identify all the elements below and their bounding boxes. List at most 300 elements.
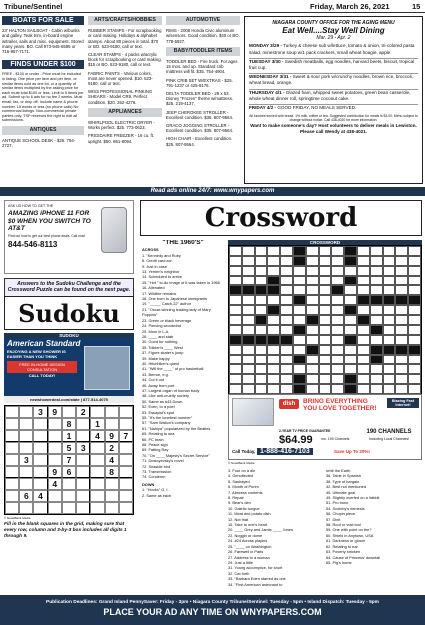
sudoku-cell[interactable] xyxy=(90,442,104,454)
clue-item: 56. Chopin piece xyxy=(326,511,356,517)
sudoku-cell[interactable] xyxy=(76,490,90,502)
sudoku-cell[interactable]: 9 xyxy=(105,430,119,442)
sudoku-cell[interactable] xyxy=(33,442,47,454)
sudoku-cell[interactable] xyxy=(90,502,104,514)
crossword-square[interactable] xyxy=(306,374,319,384)
clue-item: 17. Wildfire remains xyxy=(142,290,177,296)
crossword-square[interactable] xyxy=(319,364,332,374)
sudoku-cell[interactable] xyxy=(76,502,90,514)
sudoku-cell[interactable] xyxy=(90,490,104,502)
crossword-square[interactable] xyxy=(357,355,370,365)
crossword-square[interactable] xyxy=(229,364,242,374)
crossword-square[interactable] xyxy=(229,374,242,384)
crossword-square[interactable] xyxy=(408,364,421,374)
crossword-square[interactable] xyxy=(255,295,268,305)
sudoku-cell[interactable]: 6 xyxy=(19,490,33,502)
sudoku-cell[interactable]: 1 xyxy=(90,418,104,430)
crossword-square[interactable] xyxy=(306,384,319,394)
crossword-square[interactable] xyxy=(408,384,421,394)
sudoku-cell[interactable]: 7 xyxy=(62,454,76,466)
crossword-square[interactable] xyxy=(280,285,293,295)
sudoku-cell[interactable] xyxy=(19,418,33,430)
footer-bar xyxy=(0,595,425,625)
crossword-square[interactable] xyxy=(293,276,306,286)
crossword-square[interactable] xyxy=(319,295,332,305)
crossword-square[interactable] xyxy=(331,276,344,286)
sudoku-cell[interactable] xyxy=(119,406,133,418)
sudoku-cell[interactable] xyxy=(90,406,104,418)
crossword-square[interactable] xyxy=(280,364,293,374)
crossword-square[interactable] xyxy=(293,305,306,315)
crossword-square[interactable] xyxy=(383,355,396,365)
crossword-square[interactable] xyxy=(395,305,408,315)
crossword-square[interactable] xyxy=(242,384,255,394)
crossword-square[interactable] xyxy=(255,364,268,374)
crossword-square[interactable] xyxy=(357,335,370,345)
sudoku-cell[interactable]: 4 xyxy=(48,478,62,490)
sudoku-grid[interactable] xyxy=(4,405,134,515)
sudoku-cell[interactable]: 4 xyxy=(105,454,119,466)
crossword-square[interactable] xyxy=(280,355,293,365)
sudoku-cell[interactable]: 9 xyxy=(48,466,62,478)
clue-item: 26. ____ and stab xyxy=(142,333,174,339)
crossword-square[interactable] xyxy=(395,246,408,256)
antiques-header: ANTIQUES xyxy=(2,126,84,135)
crossword-square[interactable] xyxy=(242,305,255,315)
clue-item: 37. Figure skater's jump xyxy=(142,350,184,356)
crossword-square[interactable] xyxy=(370,374,383,384)
crossword-square[interactable] xyxy=(331,335,344,345)
sudoku-cell[interactable] xyxy=(76,430,90,442)
crossword-square[interactable] xyxy=(267,246,280,256)
crossword-square[interactable] xyxy=(242,276,255,286)
crossword-square[interactable] xyxy=(267,325,280,335)
crossword-square[interactable] xyxy=(267,374,280,384)
crossword-square[interactable] xyxy=(383,325,396,335)
crossword-square[interactable] xyxy=(242,364,255,374)
crossword-square[interactable] xyxy=(319,374,332,384)
sudoku-cell[interactable] xyxy=(105,502,119,514)
sudoku-cell[interactable] xyxy=(5,406,19,418)
crossword-square[interactable] xyxy=(319,285,332,295)
sudoku-cell[interactable] xyxy=(76,478,90,490)
crossword-square[interactable] xyxy=(267,355,280,365)
menu-dates: Mar. 29 - Apr. 2 xyxy=(316,35,351,42)
crossword-square[interactable] xyxy=(344,295,357,305)
crossword-square[interactable] xyxy=(319,256,332,266)
sudoku-cell[interactable]: 3 xyxy=(33,406,47,418)
crossword-square[interactable] xyxy=(408,374,421,384)
crossword-square[interactable] xyxy=(357,285,370,295)
crossword-square[interactable] xyxy=(408,256,421,266)
crossword-square[interactable] xyxy=(408,266,421,276)
crossword-square[interactable] xyxy=(242,355,255,365)
sudoku-cell[interactable]: 3 xyxy=(19,454,33,466)
crossword-square[interactable] xyxy=(319,345,332,355)
crossword-square[interactable] xyxy=(331,315,344,325)
crossword-square[interactable] xyxy=(280,374,293,384)
sudoku-cell[interactable] xyxy=(90,466,104,478)
crossword-square[interactable] xyxy=(255,355,268,365)
sudoku-cell[interactable] xyxy=(5,478,19,490)
crossword-square[interactable] xyxy=(255,384,268,394)
clue-item: 68. Peace sign xyxy=(142,442,168,448)
crossword-square[interactable] xyxy=(357,276,370,286)
crossword-square[interactable] xyxy=(267,295,280,305)
sudoku-cell[interactable]: 5 xyxy=(62,442,76,454)
crossword-square[interactable] xyxy=(280,256,293,266)
sudoku-cell[interactable]: 1 xyxy=(62,430,76,442)
crossword-square[interactable] xyxy=(331,364,344,374)
crossword-square[interactable] xyxy=(280,276,293,286)
crossword-square[interactable] xyxy=(395,276,408,286)
crossword-square[interactable] xyxy=(383,256,396,266)
crossword-square[interactable] xyxy=(280,295,293,305)
crossword-square[interactable] xyxy=(229,345,242,355)
sudoku-cell[interactable] xyxy=(62,490,76,502)
crossword-square[interactable] xyxy=(280,246,293,256)
crossword-square[interactable] xyxy=(255,325,268,335)
crossword-square[interactable] xyxy=(357,256,370,266)
american-standard-ad[interactable] xyxy=(4,338,134,396)
crossword-square[interactable] xyxy=(408,335,421,345)
clue-item: 9. Just in case xyxy=(142,263,167,269)
crossword-square[interactable] xyxy=(293,266,306,276)
crossword-square[interactable] xyxy=(293,285,306,295)
auto-header: AUTOMOTIVE xyxy=(166,16,240,25)
sudoku-cell[interactable] xyxy=(33,418,47,430)
crossword-square[interactable] xyxy=(306,266,319,276)
crossword-square[interactable] xyxy=(306,355,319,365)
crossword-square[interactable] xyxy=(319,355,332,365)
dish-save: Save Up To 20%! xyxy=(334,449,370,454)
sudoku-cell[interactable] xyxy=(48,442,62,454)
att-iphone-ad[interactable] xyxy=(4,200,134,274)
crossword-square[interactable] xyxy=(408,285,421,295)
crossword-square[interactable] xyxy=(255,256,268,266)
clue-item: 57. Dinit xyxy=(326,516,341,522)
sudoku-cell[interactable] xyxy=(19,502,33,514)
crossword-square[interactable] xyxy=(370,266,383,276)
sudoku-cell[interactable] xyxy=(19,430,33,442)
crossword-square[interactable] xyxy=(357,345,370,355)
crossword-square[interactable] xyxy=(357,364,370,374)
sudoku-cell[interactable] xyxy=(119,418,133,430)
crossword-square[interactable] xyxy=(395,266,408,276)
crossword-square[interactable] xyxy=(280,384,293,394)
crossword-square[interactable] xyxy=(383,364,396,374)
sudoku-cell[interactable] xyxy=(62,478,76,490)
sudoku-cell[interactable] xyxy=(105,418,119,430)
crossword-square[interactable] xyxy=(408,276,421,286)
crossword-square[interactable] xyxy=(357,325,370,335)
crossword-grid[interactable] xyxy=(228,245,422,395)
crossword-square[interactable] xyxy=(229,246,242,256)
sudoku-cell[interactable] xyxy=(19,466,33,478)
crossword-square[interactable] xyxy=(408,246,421,256)
crossword-square[interactable] xyxy=(395,325,408,335)
crossword-square[interactable] xyxy=(395,285,408,295)
crossword-square[interactable] xyxy=(370,315,383,325)
crossword-square[interactable] xyxy=(357,384,370,394)
sudoku-cell[interactable] xyxy=(48,430,62,442)
sudoku-cell[interactable] xyxy=(119,442,133,454)
dish-phone[interactable]: 1-888-416-7103 xyxy=(257,448,313,455)
crossword-square[interactable] xyxy=(370,335,383,345)
crossword-square[interactable] xyxy=(370,305,383,315)
as-brand: American Standard xyxy=(7,339,81,348)
sudoku-cell[interactable] xyxy=(5,430,19,442)
crossword-square[interactable] xyxy=(331,355,344,365)
dish-internet-badge: Blazing Fast Internet! xyxy=(387,398,419,408)
sudoku-cell[interactable] xyxy=(48,418,62,430)
crossword-square[interactable] xyxy=(370,364,383,374)
sudoku-cell[interactable] xyxy=(5,502,19,514)
crossword-square[interactable] xyxy=(319,305,332,315)
crossword-square[interactable] xyxy=(344,355,357,365)
place-ad-cta[interactable]: PLACE YOUR AD ANY TIME ON WNYPAPERS.COM xyxy=(103,607,322,617)
crossword-square[interactable] xyxy=(280,325,293,335)
crossword-square[interactable] xyxy=(255,305,268,315)
sudoku-cell[interactable] xyxy=(19,406,33,418)
crossword-square[interactable] xyxy=(383,335,396,345)
crossword-square[interactable] xyxy=(306,295,319,305)
crossword-square[interactable] xyxy=(267,256,280,266)
crossword-square[interactable] xyxy=(306,325,319,335)
crossword-square[interactable] xyxy=(255,345,268,355)
crossword-square[interactable] xyxy=(370,384,383,394)
sudoku-cell[interactable] xyxy=(33,502,47,514)
sudoku-cell[interactable]: 4 xyxy=(33,490,47,502)
sudoku-cell[interactable]: 2 xyxy=(105,442,119,454)
crossword-square[interactable] xyxy=(331,256,344,266)
sudoku-cell[interactable] xyxy=(62,406,76,418)
crossword-square[interactable] xyxy=(395,374,408,384)
crossword-square[interactable] xyxy=(370,276,383,286)
clue-item: 26. Farewell in Paris xyxy=(228,549,264,555)
crossword-square[interactable] xyxy=(383,315,396,325)
clue-item: 58. Roof or void tool xyxy=(326,522,361,528)
crossword-square[interactable] xyxy=(306,256,319,266)
crossword-square[interactable] xyxy=(280,305,293,315)
crossword-square[interactable] xyxy=(242,256,255,266)
crossword-square[interactable] xyxy=(370,285,383,295)
sudoku-cell[interactable] xyxy=(48,490,62,502)
crossword-square[interactable] xyxy=(344,325,357,335)
crossword-square[interactable] xyxy=(267,384,280,394)
crossword-square[interactable] xyxy=(395,364,408,374)
clue-item: 7. Abscess contents xyxy=(228,489,263,495)
crossword-square[interactable] xyxy=(319,246,332,256)
crossword-square[interactable] xyxy=(408,305,421,315)
sudoku-cell[interactable]: 4 xyxy=(90,430,104,442)
crossword-square[interactable] xyxy=(229,276,242,286)
crossword-square[interactable] xyxy=(255,374,268,384)
crossword-square[interactable] xyxy=(229,325,242,335)
crossword-square[interactable] xyxy=(267,345,280,355)
crossword-square[interactable] xyxy=(331,246,344,256)
crossword-square[interactable] xyxy=(344,285,357,295)
sudoku-cell[interactable]: 2 xyxy=(76,406,90,418)
crossword-square[interactable] xyxy=(383,374,396,384)
crossword-square[interactable] xyxy=(357,305,370,315)
sudoku-cell[interactable] xyxy=(5,490,19,502)
crossword-square[interactable] xyxy=(344,315,357,325)
crossword-square[interactable] xyxy=(242,374,255,384)
crossword-square[interactable] xyxy=(383,384,396,394)
crossword-square[interactable] xyxy=(331,266,344,276)
crossword-square[interactable] xyxy=(383,266,396,276)
crossword-block xyxy=(370,325,383,335)
clue-item: 65. Relating to sea xyxy=(142,431,175,437)
crossword-square[interactable] xyxy=(357,246,370,256)
crossword-square[interactable] xyxy=(408,355,421,365)
crossword-square[interactable] xyxy=(293,345,306,355)
sudoku-cell[interactable]: 6 xyxy=(62,466,76,478)
crossword-square[interactable] xyxy=(306,285,319,295)
crossword-square[interactable] xyxy=(255,266,268,276)
crossword-square[interactable] xyxy=(306,305,319,315)
crossword-square[interactable] xyxy=(242,295,255,305)
sudoku-cell[interactable] xyxy=(62,502,76,514)
crossword-square[interactable] xyxy=(370,246,383,256)
sudoku-cell[interactable]: 9 xyxy=(48,406,62,418)
sudoku-cell[interactable] xyxy=(76,454,90,466)
sudoku-cell[interactable] xyxy=(90,454,104,466)
sudoku-cell[interactable]: 8 xyxy=(62,418,76,430)
sudoku-cell[interactable] xyxy=(48,502,62,514)
dish-ad[interactable] xyxy=(228,394,422,460)
sudoku-cell[interactable] xyxy=(33,478,47,490)
crossword-square[interactable] xyxy=(395,335,408,345)
sudoku-cell[interactable] xyxy=(5,454,19,466)
crossword-square[interactable] xyxy=(229,256,242,266)
sudoku-cell[interactable] xyxy=(48,454,62,466)
crossword-square[interactable] xyxy=(395,384,408,394)
crossword-square[interactable] xyxy=(242,325,255,335)
crossword-credit: © NewsBank Media xyxy=(228,461,255,465)
crossword-square[interactable] xyxy=(383,285,396,295)
crossword-square[interactable] xyxy=(229,266,242,276)
crossword-square[interactable] xyxy=(331,295,344,305)
sudoku-cell[interactable] xyxy=(105,406,119,418)
clue-item: 6. Credit card acr. xyxy=(142,258,173,264)
crossword-square[interactable] xyxy=(242,345,255,355)
crossword-square[interactable] xyxy=(319,325,332,335)
crossword-square[interactable] xyxy=(331,384,344,394)
sudoku-cell[interactable] xyxy=(119,478,133,490)
sudoku-cell[interactable] xyxy=(119,466,133,478)
sudoku-cell[interactable] xyxy=(105,478,119,490)
crossword-square[interactable] xyxy=(280,345,293,355)
crossword-square[interactable] xyxy=(395,315,408,325)
sudoku-cell[interactable] xyxy=(5,442,19,454)
crossword-square[interactable] xyxy=(255,276,268,286)
sudoku-cell[interactable] xyxy=(119,502,133,514)
crossword-square[interactable] xyxy=(280,266,293,276)
crossword-square[interactable] xyxy=(229,305,242,315)
crossword-square[interactable] xyxy=(229,355,242,365)
sudoku-cell[interactable] xyxy=(19,478,33,490)
crossword-square[interactable] xyxy=(357,266,370,276)
crossword-square[interactable] xyxy=(383,305,396,315)
crossword-square[interactable] xyxy=(242,246,255,256)
crossword-square[interactable] xyxy=(408,325,421,335)
crossword-square[interactable] xyxy=(255,246,268,256)
sudoku-cell[interactable] xyxy=(33,454,47,466)
crossword-square[interactable] xyxy=(344,266,357,276)
clue-item: 29. Just a little xyxy=(228,559,253,565)
crossword-square[interactable] xyxy=(229,295,242,305)
sudoku-cell[interactable] xyxy=(33,466,47,478)
crossword-square[interactable] xyxy=(319,266,332,276)
crossword-square[interactable] xyxy=(242,266,255,276)
crossword-square[interactable] xyxy=(229,315,242,325)
crossword-square[interactable] xyxy=(331,305,344,315)
sudoku-cell[interactable] xyxy=(119,490,133,502)
crossword-square[interactable] xyxy=(331,374,344,384)
clue-item: 9. Bear's den xyxy=(228,500,251,506)
crossword-square[interactable] xyxy=(395,355,408,365)
crossword-square[interactable] xyxy=(370,256,383,266)
crossword-square[interactable] xyxy=(267,315,280,325)
sudoku-cell[interactable] xyxy=(76,466,90,478)
crossword-square[interactable] xyxy=(293,364,306,374)
crossword-square[interactable] xyxy=(267,266,280,276)
issue-date: Friday, March 26, 2021 xyxy=(310,2,390,11)
sudoku-cell[interactable] xyxy=(90,478,104,490)
crossword-square[interactable] xyxy=(319,384,332,394)
crossword-square[interactable] xyxy=(267,364,280,374)
crossword-square[interactable] xyxy=(306,246,319,256)
crossword-square[interactable] xyxy=(331,345,344,355)
crossword-square[interactable] xyxy=(344,364,357,374)
sudoku-cell[interactable] xyxy=(19,442,33,454)
sudoku-cell[interactable] xyxy=(105,490,119,502)
crossword-square[interactable] xyxy=(408,315,421,325)
crossword-square[interactable] xyxy=(319,276,332,286)
clue-item: 8. Repair xyxy=(228,495,244,501)
sudoku-cell[interactable] xyxy=(5,418,19,430)
crossword-square[interactable] xyxy=(319,335,332,345)
sudoku-cell[interactable] xyxy=(76,418,90,430)
sudoku-cell[interactable] xyxy=(5,466,19,478)
crossword-square[interactable] xyxy=(357,374,370,384)
crossword-square[interactable] xyxy=(344,345,357,355)
crossword-square[interactable] xyxy=(319,315,332,325)
crossword-square[interactable] xyxy=(242,315,255,325)
sudoku-cell[interactable]: 8 xyxy=(105,466,119,478)
att-phone[interactable]: 844-546-8113 xyxy=(8,239,58,249)
crossword-square[interactable] xyxy=(280,315,293,325)
crossword-square[interactable] xyxy=(383,276,396,286)
sudoku-cell[interactable] xyxy=(119,454,133,466)
sudoku-cell[interactable] xyxy=(33,430,47,442)
read-ads-online-bar[interactable]: Read ads online 24/7: www.wnypapers.com xyxy=(0,187,425,196)
crossword-square[interactable] xyxy=(383,246,396,256)
crossword-square[interactable] xyxy=(395,256,408,266)
crossword-square[interactable] xyxy=(293,315,306,325)
sudoku-cell[interactable]: 7 xyxy=(119,430,133,442)
crossword-square[interactable] xyxy=(293,335,306,345)
crossword-square[interactable] xyxy=(229,384,242,394)
crossword-square[interactable] xyxy=(331,325,344,335)
crossword-square[interactable] xyxy=(306,364,319,374)
classifieds-col-3 xyxy=(166,16,240,150)
crossword-square[interactable] xyxy=(306,276,319,286)
sudoku-cell[interactable]: 3 xyxy=(76,442,90,454)
crossword-square[interactable] xyxy=(306,335,319,345)
